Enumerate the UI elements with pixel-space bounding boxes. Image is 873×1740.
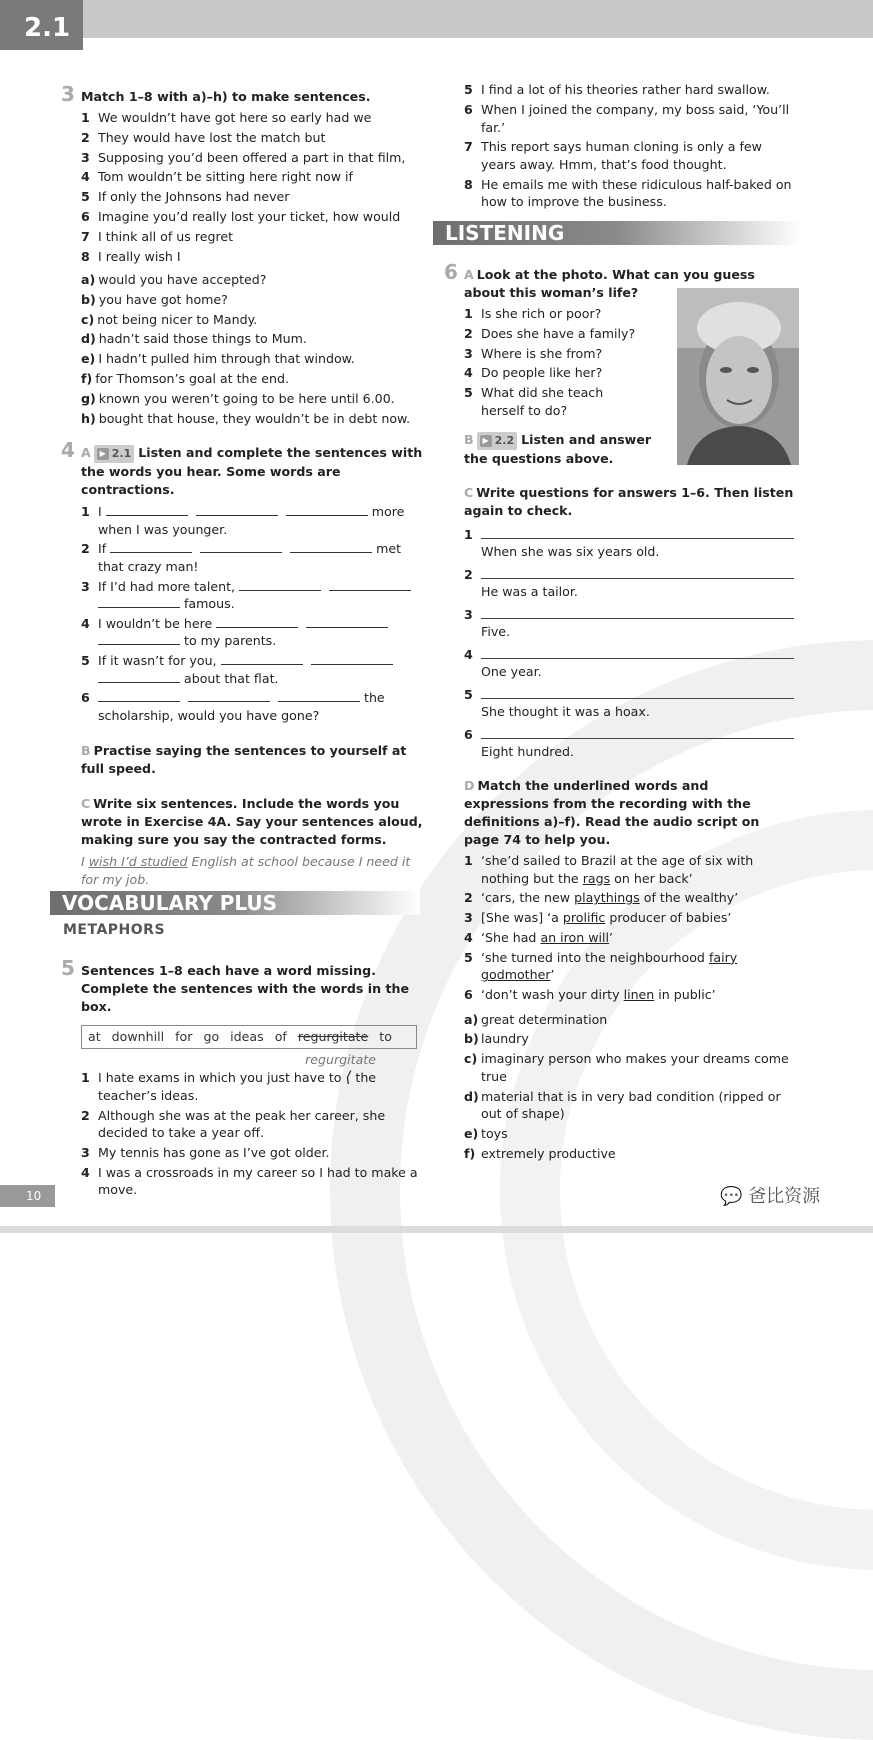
option-item: a) would you have accepted? xyxy=(81,272,267,288)
answer-text: She thought it was a hoax. xyxy=(481,704,650,720)
answer-line[interactable] xyxy=(481,566,794,579)
answer-blank[interactable] xyxy=(290,541,372,553)
word-box-item: downhill xyxy=(111,1029,165,1044)
word-box-item: ideas xyxy=(230,1029,264,1044)
answer-text: When she was six years old. xyxy=(481,544,660,560)
list-item: 2 If met that crazy man! xyxy=(81,541,402,574)
answer-text: He was a tailor. xyxy=(481,584,578,600)
exercise-3-instruction: 3 Match 1–8 with a)–h) to make sentences. xyxy=(61,82,371,106)
list-item: 6 Imagine you’d really lost your ticket, how would xyxy=(81,208,401,224)
list-item: 1 I more when I was younger. xyxy=(81,504,405,537)
exercise-6b-instruction: B ▶ 2.2 Listen and answer the questions above. xyxy=(464,432,652,467)
exercise-number: 5 xyxy=(61,956,75,980)
footer-bar xyxy=(0,1226,873,1233)
list-item: 3 Where is she from? xyxy=(464,345,603,361)
list-item: 3 My tennis has gone as I’ve got older. xyxy=(81,1144,330,1160)
option-item: e) I hadn’t pulled him through that window. xyxy=(81,351,355,367)
list-item: 2 Although she was at the peak her career, she decided to take a year off. xyxy=(81,1107,386,1141)
list-item: 4 ‘She had an iron will’ xyxy=(464,930,614,946)
play-icon: ▶ xyxy=(97,448,109,460)
page-number: 10 xyxy=(0,1185,55,1207)
answer-blank[interactable] xyxy=(98,596,180,608)
question-line: 2 xyxy=(464,566,794,579)
exercise-6d-instruction: D Match the underlined words and expressions from the recording with the definitions a)–f). Read the audio script on page 74 to help you. xyxy=(464,778,760,848)
definition-item: c) imaginary person who makes your dreams come true xyxy=(464,1051,789,1084)
question-line: 5 xyxy=(464,686,794,699)
list-item: 4 Do people like her? xyxy=(464,365,603,381)
answer-blank[interactable] xyxy=(329,579,411,591)
question-line: 4 xyxy=(464,646,794,659)
exercise-5-instruction: 5 Sentences 1–8 each have a word missing. Complete the sentences with the words in the box. xyxy=(61,956,409,1014)
exercise-4-items xyxy=(81,503,426,724)
list-item: 8 I really wish I xyxy=(81,248,181,264)
exercise-6c-answers xyxy=(464,526,794,761)
watermark: 💬 爸比资源 xyxy=(720,1186,821,1207)
exercise-3-items xyxy=(81,109,426,265)
insertion-mark: ⟨ xyxy=(345,1068,352,1087)
audio-track-badge[interactable]: ▶ 2.1 xyxy=(94,445,135,463)
question-line: 6 xyxy=(464,726,794,739)
answer-blank[interactable] xyxy=(188,690,270,702)
word-box xyxy=(81,1025,417,1049)
exercise-number: 4 xyxy=(61,438,75,462)
metaphors-heading: METAPHORS xyxy=(63,922,166,938)
list-item: 3 If I’d had more talent, famous. xyxy=(81,578,426,613)
exercise-6d-items xyxy=(464,852,794,1003)
answer-blank[interactable] xyxy=(110,541,192,553)
answer-blank[interactable] xyxy=(239,579,321,591)
definition-item: f) extremely productive xyxy=(464,1145,616,1161)
list-item: 7 This report says human cloning is only a few years away. Hmm, that’s food thought. xyxy=(464,139,762,172)
listening-banner: LISTENING xyxy=(433,221,801,245)
question-line: 3 xyxy=(464,606,794,619)
exercise-4c-instruction: C Write six sentences. Include the words you wrote in Exercise 4A. Say your sentences aloud, making sure you say the contracted forms. xyxy=(81,796,423,848)
word-box-item-crossed: regurgitate xyxy=(297,1029,369,1044)
word-box-item: of xyxy=(274,1029,287,1044)
list-item: 2 Does she have a family? xyxy=(464,325,636,341)
exercise-6c-instruction: C Write questions for answers 1–6. Then listen again to check. xyxy=(464,485,794,519)
list-item: 4 I was a crossroads in my career so I had to make a move. xyxy=(81,1164,418,1198)
definition-item: e) toys xyxy=(464,1125,508,1141)
list-item: 6 When I joined the company, my boss said, ‘You’ll far.’ xyxy=(464,102,790,135)
list-item: 5 ‘she turned into the neighbourhood fairy godmother’ xyxy=(464,949,738,983)
option-item: c) not being nicer to Mandy. xyxy=(81,311,258,327)
exercise-4b-instruction: B Practise saying the sentences to yourself at full speed. xyxy=(81,743,407,777)
list-item: 6 ‘don’t wash your dirty linen in public’ xyxy=(464,987,716,1003)
exercise-3-options xyxy=(81,271,426,427)
list-item: 2 ‘cars, the new playthings of the wealthy’ xyxy=(464,890,739,906)
list-item: 1 Is she rich or poor? xyxy=(464,306,602,321)
list-item: 5 I find a lot of his theories rather hard swallow. xyxy=(464,82,770,98)
exercise-4a-instruction: 4 A ▶ 2.1 Listen and complete the sentences with the words you hear. Some words are contractions. xyxy=(61,438,423,497)
answer-line[interactable] xyxy=(481,526,794,539)
list-item: 1 I hate exams in which you just have to ⟨ the teacher’s ideas. xyxy=(81,1068,377,1103)
answer-blank[interactable] xyxy=(98,633,180,645)
exercise-number: 6 xyxy=(444,260,458,284)
answer-line[interactable] xyxy=(481,606,794,619)
answer-blank[interactable] xyxy=(106,504,188,516)
exercise-5-continued xyxy=(464,79,794,213)
answer-blank[interactable] xyxy=(196,504,278,516)
handwritten-answer: regurgitate xyxy=(305,1052,376,1067)
definition-item: b) laundry xyxy=(464,1031,529,1047)
exercise-6a-items xyxy=(464,305,664,419)
option-item: g) known you weren’t going to be here until 6.00. xyxy=(81,390,395,406)
list-item: 4 I wouldn’t be here to my parents. xyxy=(81,615,426,650)
word-box-item: go xyxy=(203,1029,220,1044)
list-item: 6 the scholarship, would you have gone? xyxy=(81,690,385,723)
list-item: 8 He emails me with these ridiculous half-baked on how to improve the business. xyxy=(464,176,792,210)
definition-item: a) great determination xyxy=(464,1011,608,1027)
answer-blank[interactable] xyxy=(200,541,282,553)
answer-blank[interactable] xyxy=(278,690,360,702)
option-item: d) hadn’t said those things to Mum. xyxy=(81,331,307,347)
answer-blank[interactable] xyxy=(221,653,303,665)
definition-item: d) material that is in very bad condition (ripped or out of shape) xyxy=(464,1088,781,1122)
answer-text: One year. xyxy=(481,664,542,680)
answer-blank[interactable] xyxy=(98,690,180,702)
question-line: 1 xyxy=(464,526,794,539)
exercise-3 xyxy=(61,82,426,429)
answer-line[interactable] xyxy=(481,646,794,659)
answer-blank[interactable] xyxy=(216,616,298,628)
exercise-5 xyxy=(61,956,426,1201)
list-item: 3 Supposing you’d been offered a part in that film, xyxy=(81,149,406,165)
answer-blank[interactable] xyxy=(311,653,393,665)
word-box-item: to xyxy=(379,1029,392,1044)
exercise-6d-definitions xyxy=(464,1011,794,1162)
answer-text: Eight hundred. xyxy=(481,744,574,760)
answer-line[interactable] xyxy=(481,726,794,739)
vocabulary-plus-banner: VOCABULARY PLUS xyxy=(50,891,420,915)
list-item: 5 If only the Johnsons had never xyxy=(81,189,290,205)
answer-blank[interactable] xyxy=(98,671,180,683)
exercise-6a-instruction: 6 A Look at the photo. What can you guess about this woman’s life? xyxy=(444,260,755,300)
option-item: f) for Thomson’s goal at the end. xyxy=(81,371,290,387)
example-sentence: I wish I’d studied English at school because I need it for my job. xyxy=(81,854,411,887)
list-item: 3 [She was] ‘a prolific producer of babies’ xyxy=(464,910,732,926)
option-item: h) bought that house, they wouldn’t be in debt now. xyxy=(81,410,411,426)
list-item: 1 We wouldn’t have got here so early had we xyxy=(81,110,372,125)
header-bar xyxy=(0,0,873,38)
list-item: 5 What did she teach herself to do? xyxy=(464,385,604,418)
list-item: 4 Tom wouldn’t be sitting here right now if xyxy=(81,169,353,185)
chat-icon: 💬 xyxy=(720,1186,743,1207)
list-item: 1 ‘she’d sailed to Brazil at the age of six with nothing but the rags on her back’ xyxy=(464,853,754,886)
play-icon: ▶ xyxy=(480,435,492,447)
exercise-number: 3 xyxy=(61,82,75,106)
answer-blank[interactable] xyxy=(286,504,368,516)
list-item: 5 If it wasn’t for you, about that flat. xyxy=(81,652,426,687)
answer-blank[interactable] xyxy=(306,616,388,628)
answer-text: Five. xyxy=(481,624,511,640)
word-box-item: at xyxy=(88,1029,101,1044)
unit-label: 2.1 xyxy=(0,0,83,50)
audio-track-badge[interactable]: ▶ 2.2 xyxy=(477,432,518,450)
exercise-4 xyxy=(61,438,426,888)
list-item: 2 They would have lost the match but xyxy=(81,129,326,145)
exercise-6 xyxy=(444,260,794,1164)
list-item: 7 I think all of us regret xyxy=(81,228,234,244)
option-item: b) you have got home? xyxy=(81,291,228,307)
answer-line[interactable] xyxy=(481,686,794,699)
word-box-item: for xyxy=(175,1029,193,1044)
